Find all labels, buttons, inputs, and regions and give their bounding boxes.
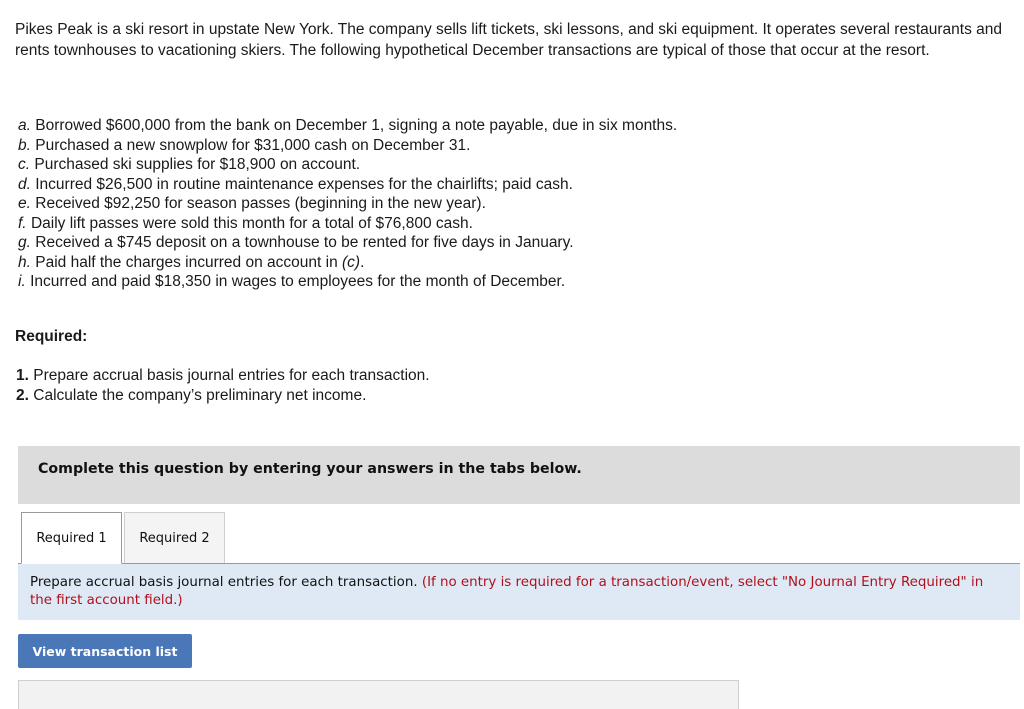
complete-question-banner: [18, 446, 1020, 504]
transaction-item-e: [18, 194, 998, 214]
transaction-text: Received a $745 deposit on a townhouse to be rented for five days in January.: [35, 234, 574, 251]
transaction-text: Paid half the charges incurred on account in: [35, 253, 338, 271]
required-number: 2.: [16, 386, 29, 404]
required-list: [16, 366, 430, 405]
tab-required-2[interactable]: Required 2: [124, 512, 225, 563]
instruction-note: (If no entry is required for a transaction/event, select "No Journal Entry Required" in the first account field.): [30, 575, 984, 608]
transaction-item-d: [18, 175, 998, 195]
transaction-letter: e.: [18, 195, 31, 212]
required-heading: Required:: [15, 328, 88, 345]
transaction-reference: (c): [342, 253, 361, 271]
transaction-text: Purchased a new snowplow for $31,000 cash on December 31.: [35, 136, 471, 154]
transaction-item-i: [18, 272, 998, 292]
transaction-item-a: [18, 116, 998, 136]
transaction-item-b: [18, 136, 998, 156]
transaction-letter: i.: [18, 273, 26, 290]
transaction-text: Daily lift passes were sold this month for a total of $76,800 cash.: [30, 214, 473, 232]
transaction-letter: g.: [18, 234, 31, 251]
transaction-letter: h.: [18, 253, 31, 271]
transaction-letter: b.: [18, 136, 31, 154]
complete-question-text: Complete this question by entering your answers in the tabs below.: [38, 461, 582, 477]
transaction-text: Borrowed $600,000 from the bank on December 1, signing a note payable, due in six months.: [35, 117, 678, 134]
transaction-item-f: [18, 214, 998, 234]
transaction-item-h: [18, 253, 998, 273]
transaction-text-end: .: [360, 253, 365, 271]
required-text: Calculate the company’s preliminary net income.: [33, 386, 367, 404]
instruction-text: Prepare accrual basis journal entries for each transaction.: [30, 575, 418, 590]
transaction-item-g: [18, 233, 998, 253]
transaction-letter: d.: [18, 175, 31, 193]
problem-intro: Pikes Peak is a ski resort in upstate New York. The company sells lift tickets, ski lessons, and ski equipment. It operates several restaurants and rents townhouses to vacationing skiers. The following hypothetical December transactions are typical of those that occur at the resort.: [15, 21, 1003, 59]
transaction-text: Received $92,250 for season passes (beginning in the new year).: [35, 195, 486, 212]
required-number: 1.: [16, 367, 29, 384]
required-text: Prepare accrual basis journal entries for each transaction.: [33, 367, 430, 384]
transaction-letter: f.: [18, 214, 27, 232]
transaction-letter: c.: [18, 156, 31, 173]
transaction-text: Incurred $26,500 in routine maintenance expenses for the chairlifts; paid cash.: [35, 175, 573, 193]
tab-required-1[interactable]: Required 1: [21, 512, 122, 564]
journal-entry-panel: [18, 680, 739, 709]
transaction-list: [18, 116, 998, 292]
required-item-1: [16, 366, 430, 386]
view-transaction-list-button[interactable]: View transaction list: [18, 634, 192, 668]
transaction-letter: a.: [18, 117, 31, 134]
instruction-panel: [18, 564, 1020, 620]
required-item-2: [16, 386, 430, 406]
transaction-text: Purchased ski supplies for $18,900 on account.: [34, 156, 361, 173]
transaction-item-c: [18, 155, 998, 175]
transaction-text: Incurred and paid $18,350 in wages to employees for the month of December.: [30, 273, 566, 290]
